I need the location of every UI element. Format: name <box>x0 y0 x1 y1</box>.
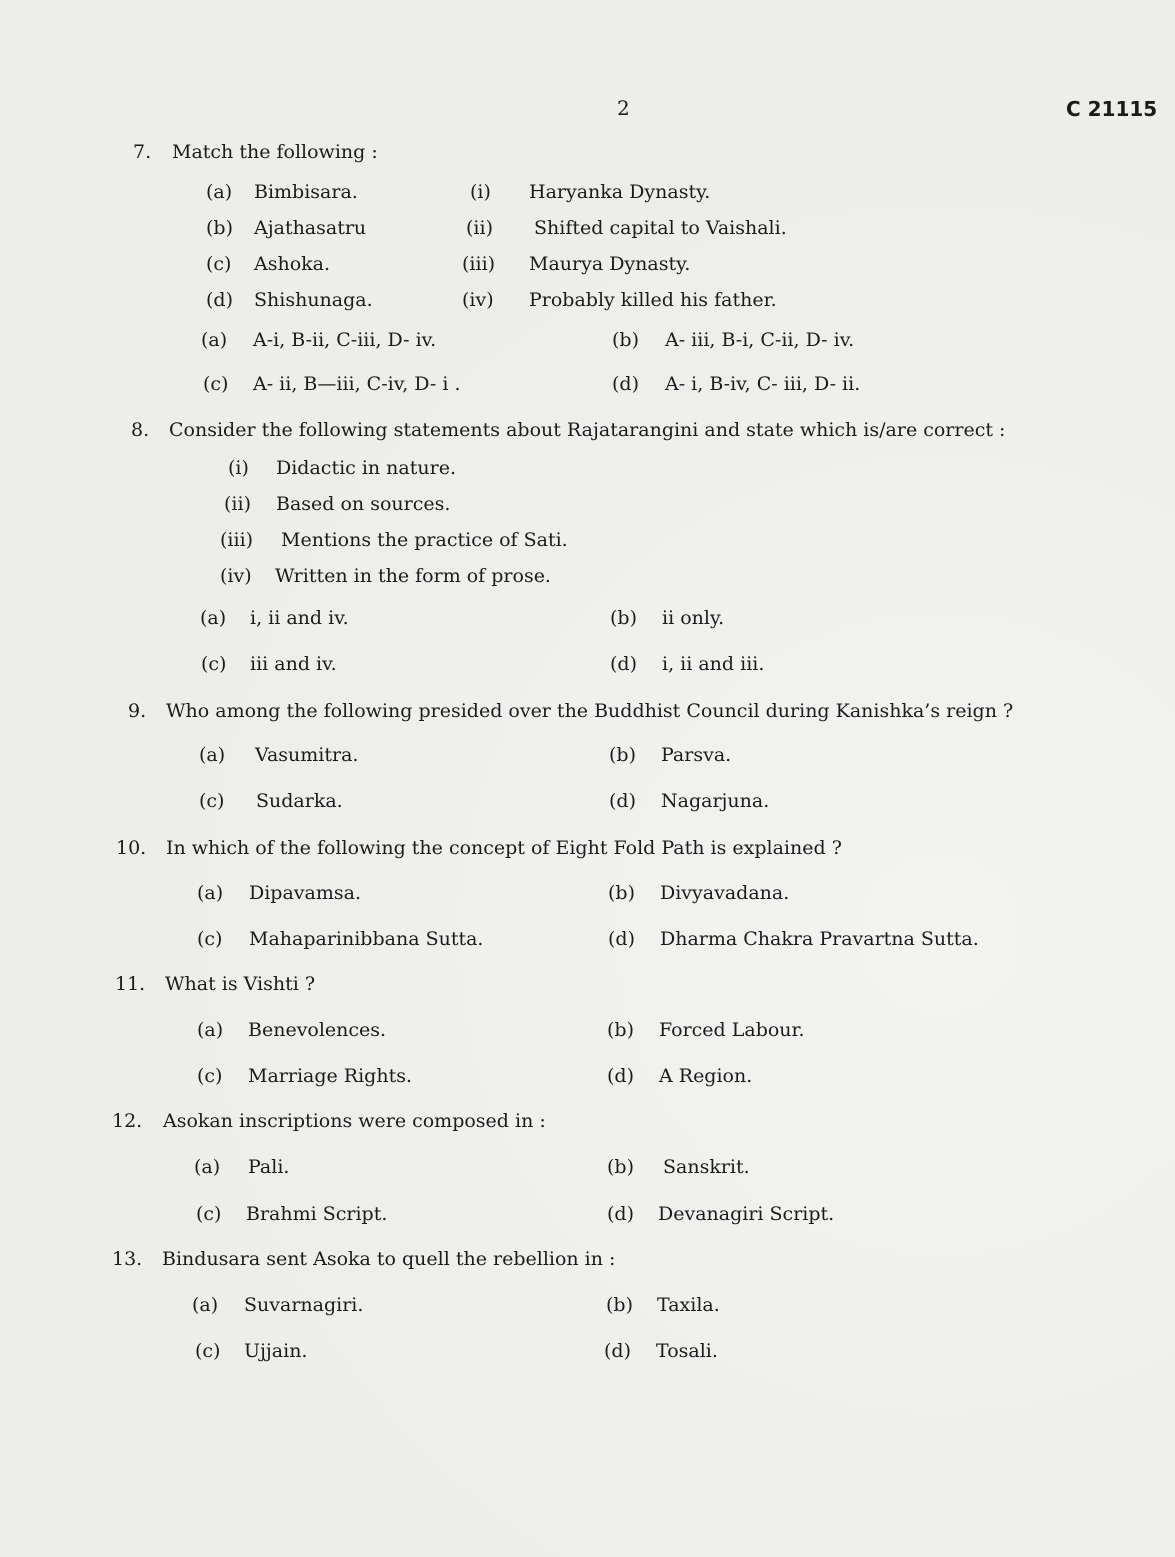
option-text: i, ii and iv. <box>250 607 349 629</box>
option-label: (c) <box>197 928 223 950</box>
match-left-text: Ajathasatru <box>254 217 367 239</box>
question-text: Consider the following statements about Rajatarangini and state which is/are correct : <box>169 419 1006 441</box>
option-text: Sanskrit. <box>663 1156 750 1178</box>
statement-text: Mentions the practice of Sati. <box>281 529 568 551</box>
option-label: (c) <box>203 373 229 395</box>
option-label: (b) <box>607 1156 634 1178</box>
option-label: (d) <box>609 790 636 812</box>
option-text: A- ii, B—iii, C-iv, D- i . <box>253 373 461 395</box>
option-label: (d) <box>610 653 637 675</box>
question-text: What is Vishti ? <box>165 973 316 995</box>
option-label: (a) <box>197 1019 224 1041</box>
page-number: 2 <box>617 96 630 120</box>
option-label: (c) <box>196 1203 222 1225</box>
match-left-label: (d) <box>206 289 233 311</box>
statement-label: (iv) <box>220 565 252 587</box>
option-text: Taxila. <box>657 1294 720 1316</box>
option-label: (b) <box>610 607 637 629</box>
match-right-text: Probably killed his father. <box>529 289 777 311</box>
option-label: (d) <box>607 1203 634 1225</box>
match-left-text: Shishunaga. <box>254 289 373 311</box>
question-text: Bindusara sent Asoka to quell the rebellion in : <box>162 1248 616 1270</box>
option-text: A- iii, B-i, C-ii, D- iv. <box>665 329 855 351</box>
option-text: Dipavamsa. <box>249 882 361 904</box>
option-text: Divyavadana. <box>660 882 790 904</box>
question-number: 8. <box>131 419 150 441</box>
question-text: Match the following : <box>172 141 378 163</box>
statement-text: Written in the form of prose. <box>275 565 551 587</box>
match-left-label: (b) <box>206 217 233 239</box>
option-text: i, ii and iii. <box>662 653 765 675</box>
question-text: In which of the following the concept of Eight Fold Path is explained ? <box>166 837 842 859</box>
match-right-text: Maurya Dynasty. <box>529 253 691 275</box>
option-text: Forced Labour. <box>659 1019 805 1041</box>
option-text: Vasumitra. <box>255 744 359 766</box>
question-number: 12. <box>112 1110 143 1132</box>
question-number: 9. <box>128 700 147 722</box>
question-number: 10. <box>116 837 147 859</box>
option-text: Brahmi Script. <box>246 1203 388 1225</box>
option-label: (c) <box>195 1340 221 1362</box>
statement-label: (i) <box>228 457 249 479</box>
option-text: Suvarnagiri. <box>244 1294 364 1316</box>
match-right-label: (ii) <box>466 217 493 239</box>
match-left-label: (c) <box>206 253 232 275</box>
option-text: Parsva. <box>661 744 732 766</box>
option-label: (b) <box>609 744 636 766</box>
match-right-text: Shifted capital to Vaishali. <box>534 217 787 239</box>
option-label: (a) <box>201 329 228 351</box>
option-text: Devanagiri Script. <box>658 1203 835 1225</box>
option-text: Sudarka. <box>256 790 343 812</box>
option-text: A Region. <box>659 1065 753 1087</box>
option-text: Ujjain. <box>244 1340 308 1362</box>
option-text: Benevolences. <box>248 1019 387 1041</box>
question-number: 7. <box>133 141 152 163</box>
option-label: (c) <box>199 790 225 812</box>
option-text: A- i, B-iv, C- iii, D- ii. <box>665 373 861 395</box>
option-label: (b) <box>608 882 635 904</box>
match-left-text: Ashoka. <box>254 253 331 275</box>
option-text: Pali. <box>248 1156 290 1178</box>
option-label: (a) <box>200 607 227 629</box>
option-label: (b) <box>612 329 639 351</box>
option-label: (b) <box>606 1294 633 1316</box>
option-text: Nagarjuna. <box>661 790 770 812</box>
option-text: ii only. <box>662 607 725 629</box>
option-label: (d) <box>604 1340 631 1362</box>
option-label: (a) <box>194 1156 221 1178</box>
option-label: (c) <box>201 653 227 675</box>
paper-code: C 21115 <box>1066 97 1158 121</box>
option-text: iii and iv. <box>250 653 337 675</box>
statement-text: Didactic in nature. <box>276 457 456 479</box>
option-label: (a) <box>199 744 226 766</box>
match-right-label: (iii) <box>462 253 496 275</box>
option-label: (d) <box>608 928 635 950</box>
question-number: 13. <box>112 1248 143 1270</box>
question-text: Who among the following presided over the Buddhist Council during Kanishka’s reign ? <box>166 700 1014 722</box>
match-left-text: Bimbisara. <box>254 181 358 203</box>
option-text: Mahaparinibbana Sutta. <box>249 928 484 950</box>
option-label: (d) <box>612 373 639 395</box>
match-right-label: (iv) <box>462 289 494 311</box>
question-number: 11. <box>115 973 146 995</box>
option-text: A-i, B-ii, C-iii, D- iv. <box>253 329 437 351</box>
option-label: (c) <box>197 1065 223 1087</box>
match-left-label: (a) <box>206 181 233 203</box>
option-text: Tosali. <box>656 1340 718 1362</box>
option-label: (a) <box>192 1294 219 1316</box>
option-label: (d) <box>607 1065 634 1087</box>
statement-label: (iii) <box>220 529 254 551</box>
statement-label: (ii) <box>224 493 251 515</box>
question-text: Asokan inscriptions were composed in : <box>163 1110 546 1132</box>
match-right-text: Haryanka Dynasty. <box>529 181 711 203</box>
statement-text: Based on sources. <box>276 493 451 515</box>
option-label: (b) <box>607 1019 634 1041</box>
option-text: Dharma Chakra Pravartna Sutta. <box>660 928 979 950</box>
match-right-label: (i) <box>470 181 491 203</box>
option-text: Marriage Rights. <box>248 1065 413 1087</box>
option-label: (a) <box>197 882 224 904</box>
